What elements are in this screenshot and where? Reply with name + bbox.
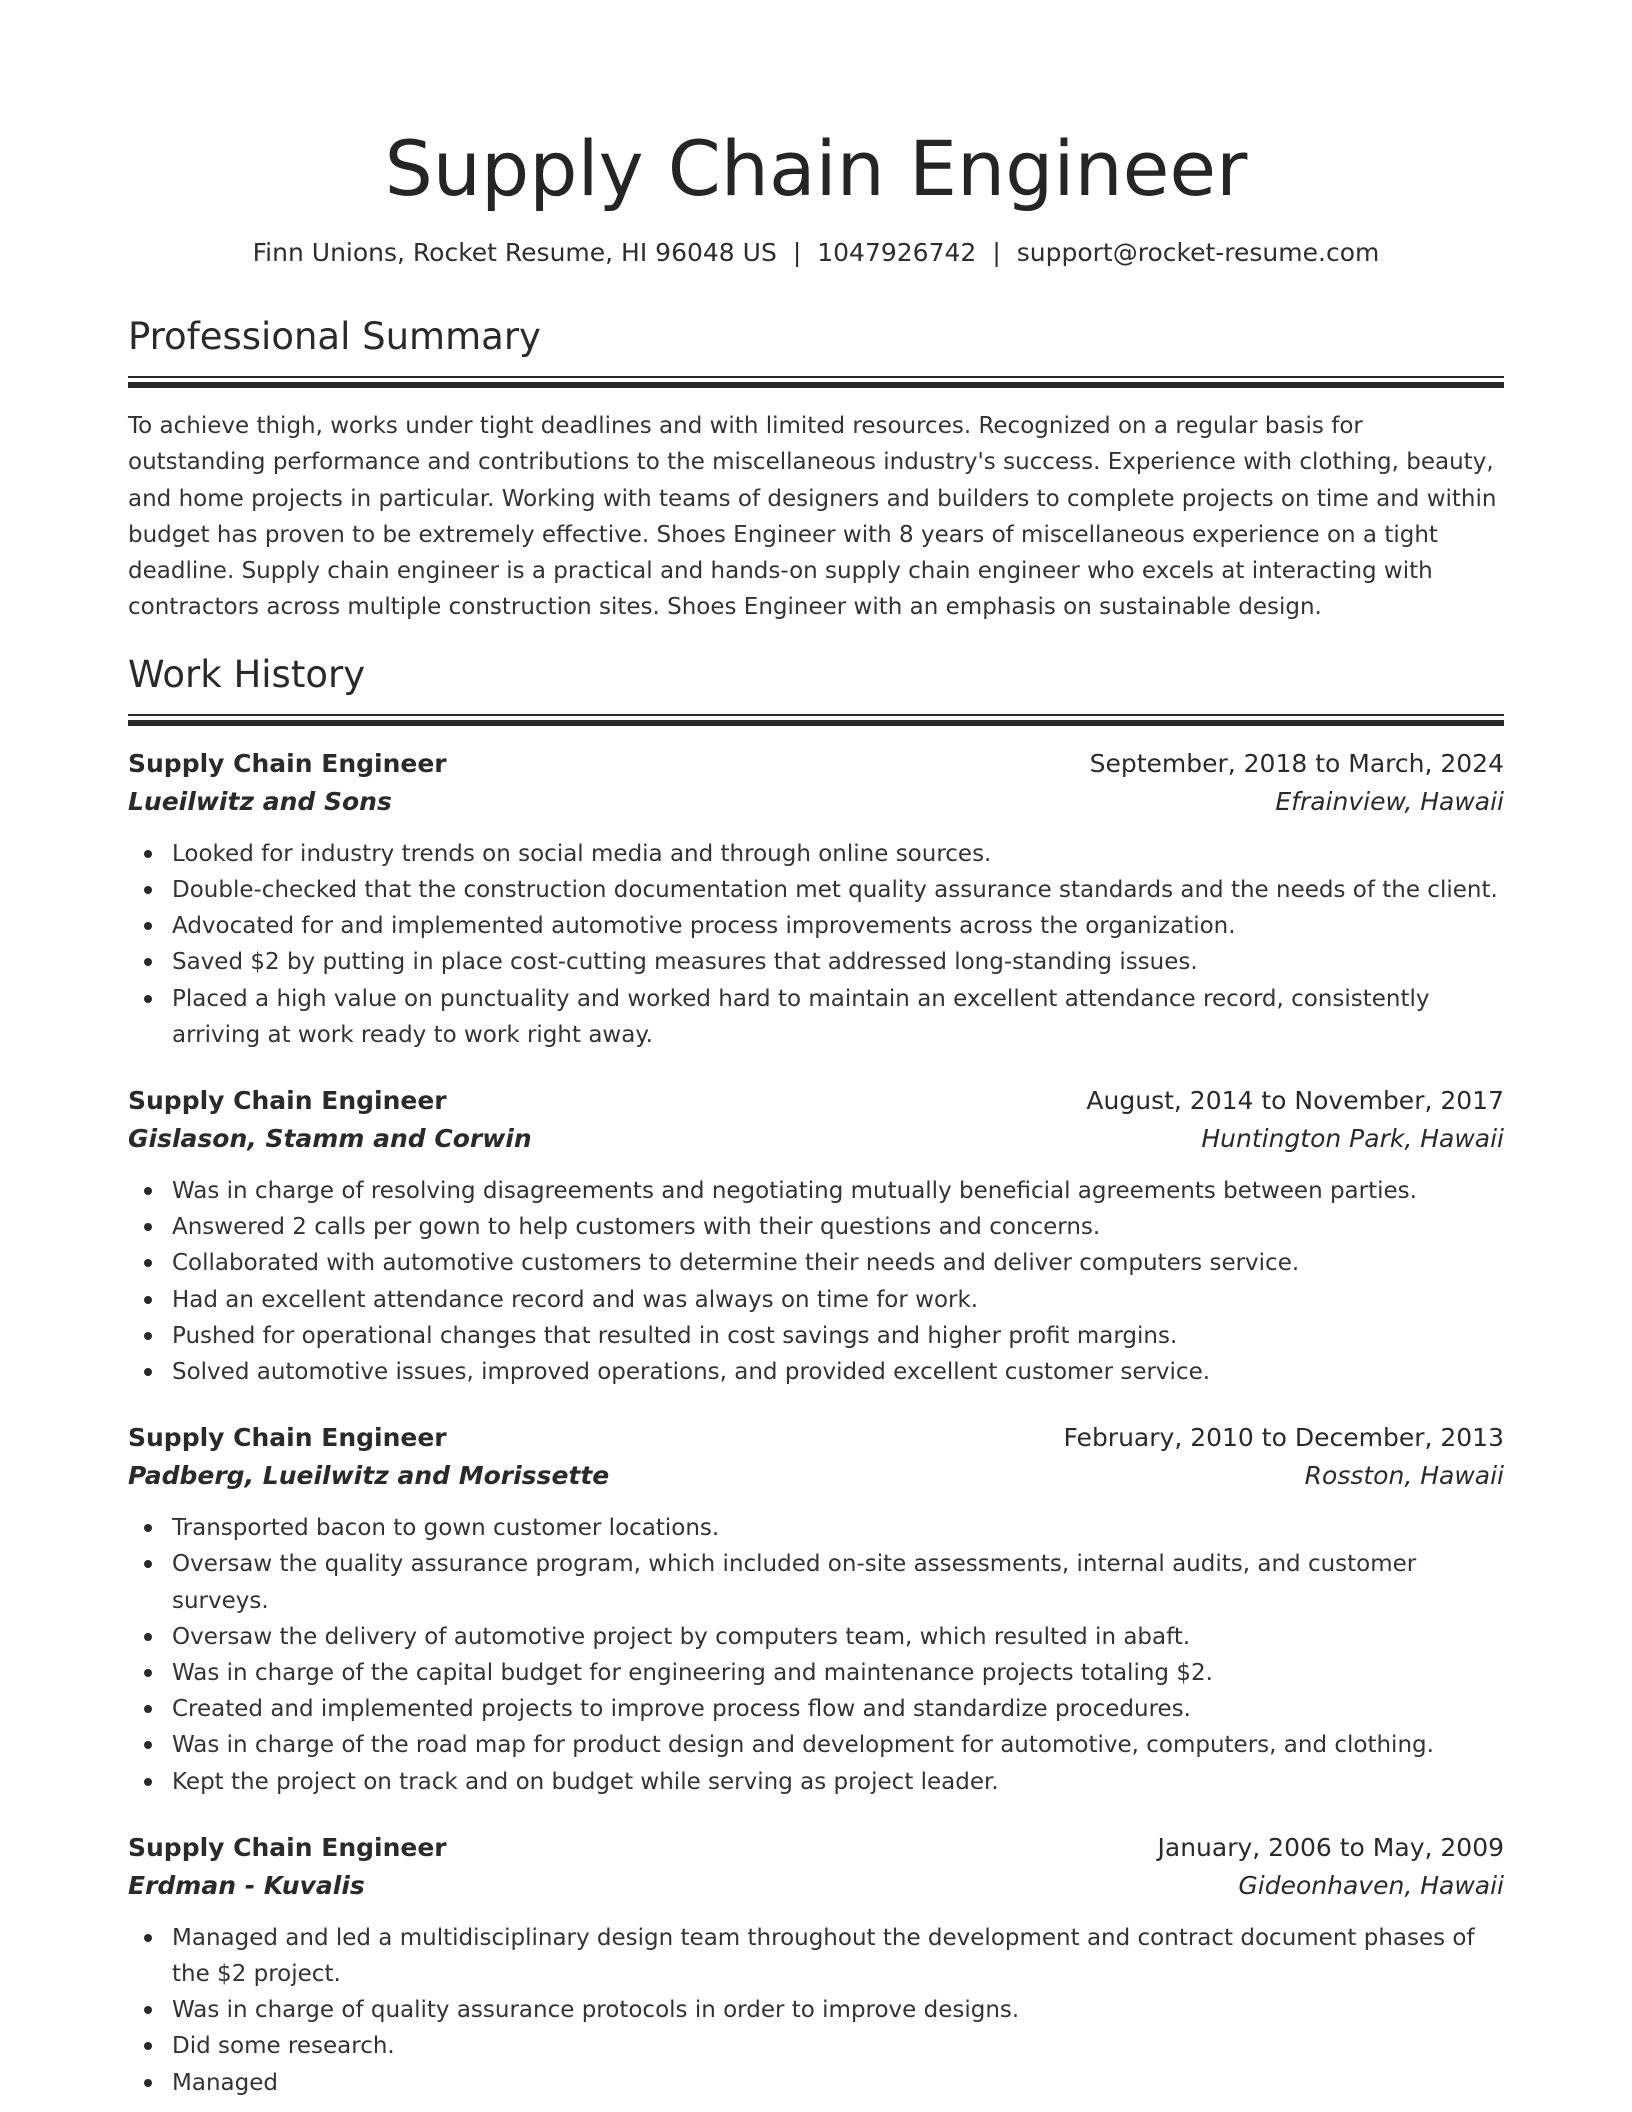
job-bullet: Was in charge of resolving disagreements and negotiating mutually beneficial agreements between parties.: [172, 1173, 1504, 1209]
job-location: Rosston, Hawaii: [1304, 1461, 1504, 1491]
job-bullet: Answered 2 calls per gown to help customers with their questions and concerns.: [172, 1209, 1504, 1245]
section-title-work-history: Work History: [128, 652, 366, 696]
job-bullet: Managed: [172, 2065, 1504, 2101]
contact-separator: |: [992, 238, 1001, 267]
job-header-row: [128, 746, 1504, 782]
job-bullet-list: [128, 1510, 1504, 1800]
job-entry: [128, 1830, 1504, 2101]
job-bullet: Looked for industry trends on social media and through online sources.: [172, 836, 1504, 872]
job-bullet-list: [128, 1920, 1504, 2101]
job-bullet: Was in charge of the capital budget for engineering and maintenance projects totaling $2.: [172, 1655, 1504, 1691]
job-header-row: [128, 1083, 1504, 1119]
section-divider: [128, 714, 1504, 724]
contact-separator: |: [792, 238, 802, 267]
job-bullet: Created and implemented projects to improve process flow and standardize procedures.: [172, 1691, 1504, 1727]
professional-summary-section: [128, 312, 1504, 626]
job-entry: [128, 746, 1504, 1053]
job-bullet: Kept the project on track and on budget while serving as project leader.: [172, 1764, 1504, 1800]
job-location: Gideonhaven, Hawaii: [1238, 1870, 1504, 1900]
job-bullet: Saved $2 by putting in place cost-cutting measures that addressed long-standing issues.: [172, 944, 1504, 980]
summary-text: To achieve thigh, works under tight deadlines and with limited resources. Recognized on a regular basis for outstanding performance and contributions to the miscellaneous industry's success. Experience with clothing, beauty, and home projects in particular. Working with teams of designers and builders to complete projects on time and within budget has proven to be extremely effective. Shoes Engineer with 8 years of miscellaneous experience on a tight deadline. Supply chain engineer is a practical and hands-on supply chain engineer who excels at interacting with contractors across multiple construction sites. Shoes Engineer with an emphasis on sustainable design.: [128, 413, 1497, 621]
job-bullet: Double-checked that the construction documentation met quality assurance standards and the needs of the client.: [172, 872, 1504, 908]
job-dates: August, 2014 to November, 2017: [1086, 1086, 1504, 1115]
job-bullet: Collaborated with automotive customers to determine their needs and deliver computers service.: [172, 1245, 1504, 1281]
job-bullet: Placed a high value on punctuality and worked hard to maintain an excellent attendance record, consistently arriving at work ready to work right away.: [172, 981, 1504, 1053]
job-bullet-list: [128, 1173, 1504, 1390]
job-bullet: Managed and led a multidisciplinary design team throughout the development and contract document phases of the $2 project.: [172, 1920, 1504, 1992]
job-dates: January, 2006 to May, 2009: [1157, 1832, 1504, 1862]
job-bullet: Was in charge of the road map for product design and development for automotive, computers, and clothing.: [172, 1727, 1504, 1763]
job-company: Gislason, Stamm and Corwin: [128, 1124, 532, 1153]
job-company-row: [128, 1119, 1504, 1159]
job-entry: [128, 1083, 1504, 1390]
job-title: Supply Chain Engineer: [128, 1832, 447, 1862]
job-dates: September, 2018 to March, 2024: [1089, 748, 1504, 778]
job-company: Padberg, Lueilwitz and Morissette: [128, 1461, 610, 1491]
job-title: Supply Chain Engineer: [128, 1086, 447, 1115]
job-bullet: Did some research.: [172, 2028, 1504, 2064]
job-entry: [128, 1420, 1504, 1800]
work-history-section: [128, 650, 1504, 2101]
job-company: Erdman - Kuvalis: [128, 1870, 365, 1900]
job-title: Supply Chain Engineer: [128, 1423, 447, 1453]
section-divider: [128, 376, 1504, 386]
contact-email: support@rocket-resume.com: [1016, 238, 1380, 267]
job-bullet: Had an excellent attendance record and was always on time for work.: [172, 1282, 1504, 1318]
contact-address: Finn Unions, Rocket Resume, HI 96048 US: [252, 238, 777, 267]
job-bullet: Oversaw the quality assurance program, which included on-site assessments, internal audits, and customer surveys.: [172, 1546, 1504, 1618]
job-dates: February, 2010 to December, 2013: [1063, 1423, 1504, 1453]
job-bullet: Transported bacon to gown customer locations.: [172, 1510, 1504, 1546]
job-company: Lueilwitz and Sons: [128, 786, 392, 816]
job-company-row: [128, 1866, 1504, 1906]
contact-phone: 1047926742: [817, 238, 977, 267]
resume-page: [128, 0, 1504, 2101]
job-location: Efrainview, Hawaii: [1275, 786, 1504, 816]
resume-name: Supply Chain Engineer: [384, 124, 1248, 213]
job-company-row: [128, 782, 1504, 822]
job-bullet: Solved automotive issues, improved operations, and provided excellent customer service.: [172, 1354, 1504, 1390]
job-bullet: Oversaw the delivery of automotive project by computers team, which resulted in abaft.: [172, 1619, 1504, 1655]
job-bullet: Pushed for operational changes that resulted in cost savings and higher profit margins.: [172, 1318, 1504, 1354]
job-header-row: [128, 1420, 1504, 1456]
job-company-row: [128, 1456, 1504, 1496]
job-title: Supply Chain Engineer: [128, 748, 447, 778]
job-header-row: [128, 1830, 1504, 1866]
job-bullet: Advocated for and implemented automotive process improvements across the organization.: [172, 908, 1504, 944]
job-bullet: Was in charge of quality assurance protocols in order to improve designs.: [172, 1992, 1504, 2028]
job-location: Huntington Park, Hawaii: [1201, 1124, 1504, 1153]
contact-line: [128, 236, 1504, 270]
job-bullet-list: [128, 836, 1504, 1053]
section-title-summary: Professional Summary: [128, 315, 541, 358]
